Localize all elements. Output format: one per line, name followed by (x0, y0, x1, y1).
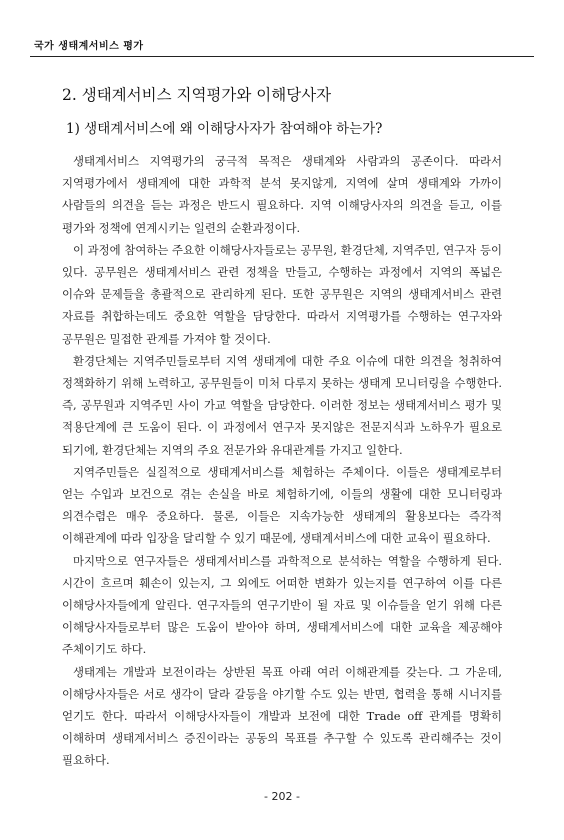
subsection-title: 1) 생태계서비스에 왜 이해당사자가 참여해야 하는가? (66, 121, 383, 137)
header-rule (30, 56, 534, 57)
running-header (0, 0, 564, 58)
page-number: - 202 - (264, 790, 300, 803)
section-title: 2. 생태계서비스 지역평가와 이해당사자 (62, 86, 332, 104)
paragraph-6: 생태계는 개발과 보전이라는 상반된 목표 아래 여러 이해관계를 갖는다. 그 가운데, 이해당사자들은 서로 생각이 달라 갈등을 야기할 수도 있는 반면, 협력을 통해 시너지를 얻기도 한다. 따라서 이해당사자들이 개발과 보전에 대한 Trade off 관계를 명확히 이해하며 생태계서비스 증진이라는 공동의 목표를 추구할 수 있도록 관리해주는 것이 필요하다. (62, 664, 502, 768)
paragraph-4: 지역주민들은 실질적으로 생태계서비스를 체험하는 주체이다. 이들은 생태계로부터 얻는 수입과 보건으로 겪는 손실을 바로 체험하기에, 이들의 생활에 대한 모니터링과 의견수렴은 매우 중요하다. 물론, 이들은 지속가능한 생태계의 활용보다는 즉각적 이해관계에 따라 입장을 달리할 수 있기 때문에, 생태계서비스에 대한 교육이 필요하다. (62, 464, 502, 546)
running-header-title: 국가 생태계서비스 평가 (34, 41, 144, 52)
paragraph-5: 마지막으로 연구자들은 생태계서비스를 과학적으로 분석하는 역할을 수행하게 된다. 시간이 흐르며 훼손이 있는지, 그 외에도 어떠한 변화가 있는지를 연구하여 이를 다른 이해당사자들에게 알린다. 연구자들의 연구기반이 될 자료 및 이슈들을 얻기 위해 다른 이해당사자들로부터 많은 도움이 받아야 하며, 생태계서비스에 대한 교육을 제공해야 주체이기도 하다. (62, 553, 502, 657)
body-text (62, 150, 502, 772)
paragraph-1: 생태계서비스 지역평가의 궁극적 목적은 생태계와 사람과의 공존이다. 따라서 지역평가에서 생태계에 대한 과학적 분석 못지않게, 지역에 살며 생태계와 가까이 사람들의 의견을 듣는 과정은 반드시 필요하다. 지역 이해당사자의 의견을 듣고, 이를 평가와 정책에 연계시키는 일련의 순환과정이다. (62, 154, 502, 235)
paragraph-3: 환경단체는 지역주민들로부터 지역 생태계에 대한 주요 이슈에 대한 의견을 청취하여 정책화하기 위해 노력하고, 공무원들이 미처 다루지 못하는 생태계 모니터링을 수행한다. 즉, 공무원과 지역주민 사이 가교 역할을 담당한다. 이러한 정보는 생태계서비스 평가 및 적용단계에 큰 도움이 된다. 이 과정에서 연구자 못지않은 전문지식과 노하우가 필요로 되기에, 환경단체는 지역의 주요 전문가와 유대관계를 가지고 일한다. (62, 353, 502, 457)
paragraph-2: 이 과정에 참여하는 주요한 이해당사자들로는 공무원, 환경단체, 지역주민, 연구자 등이 있다. 공무원은 생태계서비스 관련 정책을 만들고, 수행하는 과정에서 지역의 폭넓은 이슈와 문제들을 총괄적으로 관리하게 된다. 또한 공무원은 지역의 생태계서비스 관련 자료를 취합하는데도 중요한 역할을 담당한다. 따라서 지역평가를 수행하는 연구자와 공무원은 밀접한 관계를 가져야 할 것이다. (62, 242, 502, 346)
